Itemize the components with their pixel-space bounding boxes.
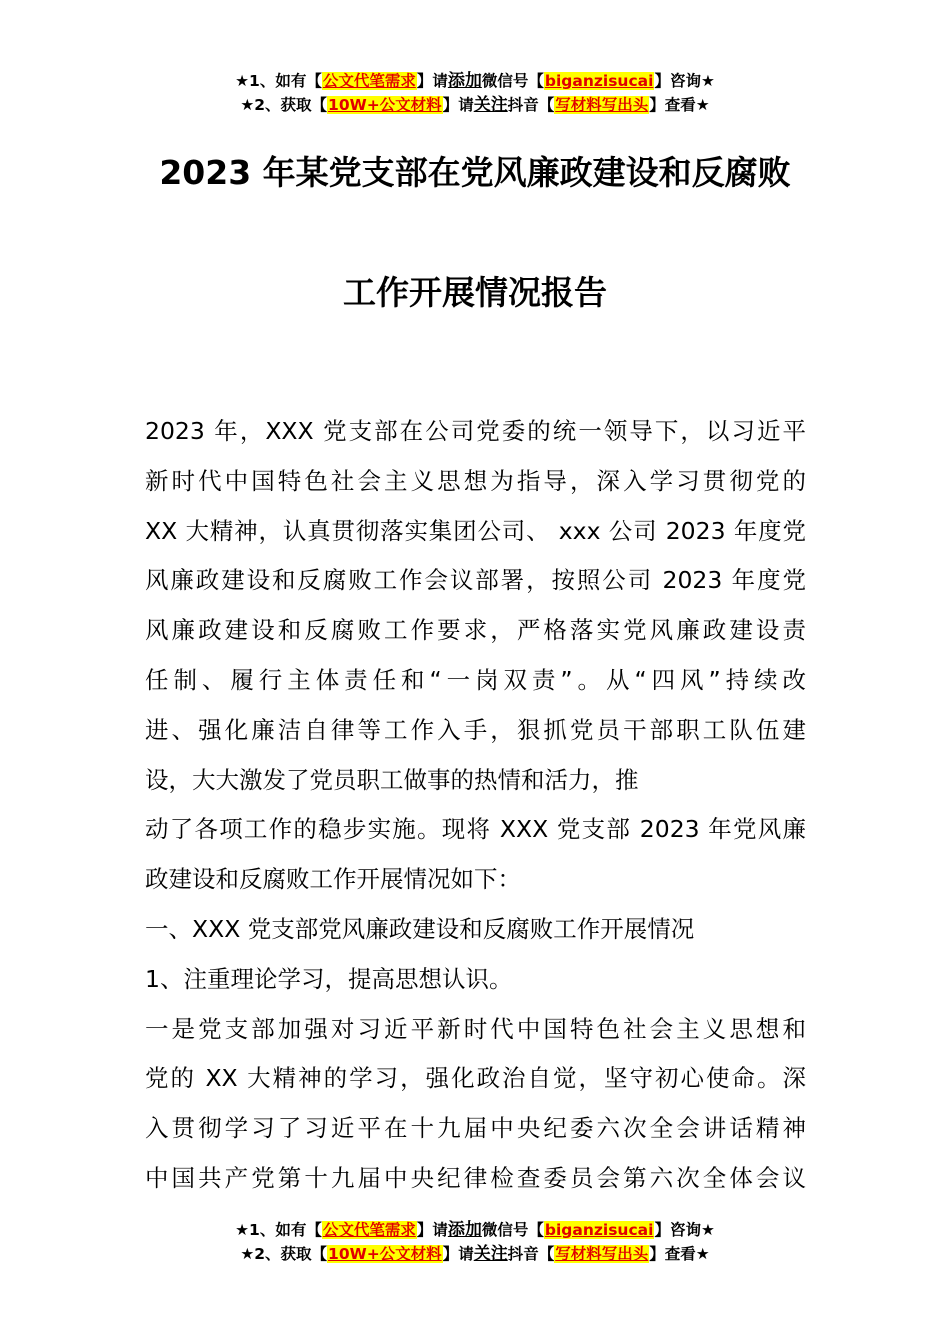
highlight: biganzisucai: [544, 1221, 654, 1239]
footer-banner: [0, 1218, 950, 1266]
header-banner: [0, 69, 950, 117]
banner-line-1: ★1、如有【公文代笔需求】请添加微信号【biganzisucai】咨询★: [235, 1220, 715, 1240]
body-text: [145, 407, 806, 1204]
highlight: biganzisucai: [544, 72, 654, 90]
body-line: 政建设和反腐败工作开展情况如下：: [145, 865, 521, 894]
body-line: 进、强化廉洁自律等工作入手，狠抓党员干部职工队伍建: [145, 715, 806, 744]
body-line: 新时代中国特色社会主义思想为指导，深入学习贯彻党的: [145, 466, 806, 495]
body-line: 2023 年，XXX 党支部在公司党委的统一领导下，以习近平: [145, 417, 806, 445]
banner-line-1: ★1、如有【公文代笔需求】请添加微信号【biganzisucai】咨询★: [235, 71, 715, 91]
body-line: 入贯彻学习了习近平在十九届中央纪委六次全会讲话精神: [145, 1114, 806, 1143]
highlight: 写材料写出头: [555, 1245, 649, 1263]
title-line-1: 2023 年某党支部在党风廉政建设和反腐败: [159, 153, 791, 192]
body-line: XX 大精神，认真贯彻落实集团公司、 xxx 公司 2023 年度党: [145, 516, 806, 545]
highlight: 写材料写出头: [555, 96, 649, 114]
body-line: 中国共产党第十九届中央纪律检查委员会第六次全体会议: [145, 1163, 806, 1192]
body-line: 党的 XX 大精神的学习，强化政治自觉，坚守初心使命。深: [145, 1064, 806, 1093]
body-line: 任制、履行主体责任和“一岗双责”。从“四风”持续改: [145, 665, 806, 694]
highlight: 10W+公文材料: [328, 96, 442, 114]
highlight: 10W+公文材料: [328, 1245, 442, 1263]
body-line: 风廉政建设和反腐败工作要求，严格落实党风廉政建设责: [145, 616, 806, 645]
body-line: 一是党支部加强对习近平新时代中国特色社会主义思想和: [145, 1014, 806, 1043]
body-line: 风廉政建设和反腐败工作会议部署，按照公司 2023 年度党: [145, 566, 806, 595]
banner-line-2: ★2、获取【10W+公文材料】请关注抖音【写材料写出头】查看★: [240, 1244, 710, 1264]
body-line: 1、注重理论学习，提高思想认识。: [145, 964, 513, 993]
highlight: 公文代笔需求: [322, 1221, 416, 1239]
body-line: 设，大大激发了党员职工做事的热情和活力，推: [145, 765, 639, 794]
body-line: 一、XXX 党支部党风廉政建设和反腐败工作开展情况: [145, 914, 695, 943]
body-line: 动了各项工作的稳步实施。现将 XXX 党支部 2023 年党风廉: [145, 815, 806, 844]
banner-line-2: ★2、获取【10W+公文材料】请关注抖音【写材料写出头】查看★: [240, 95, 710, 115]
highlight: 公文代笔需求: [322, 72, 416, 90]
title-line-2: 工作开展情况报告: [343, 273, 607, 312]
